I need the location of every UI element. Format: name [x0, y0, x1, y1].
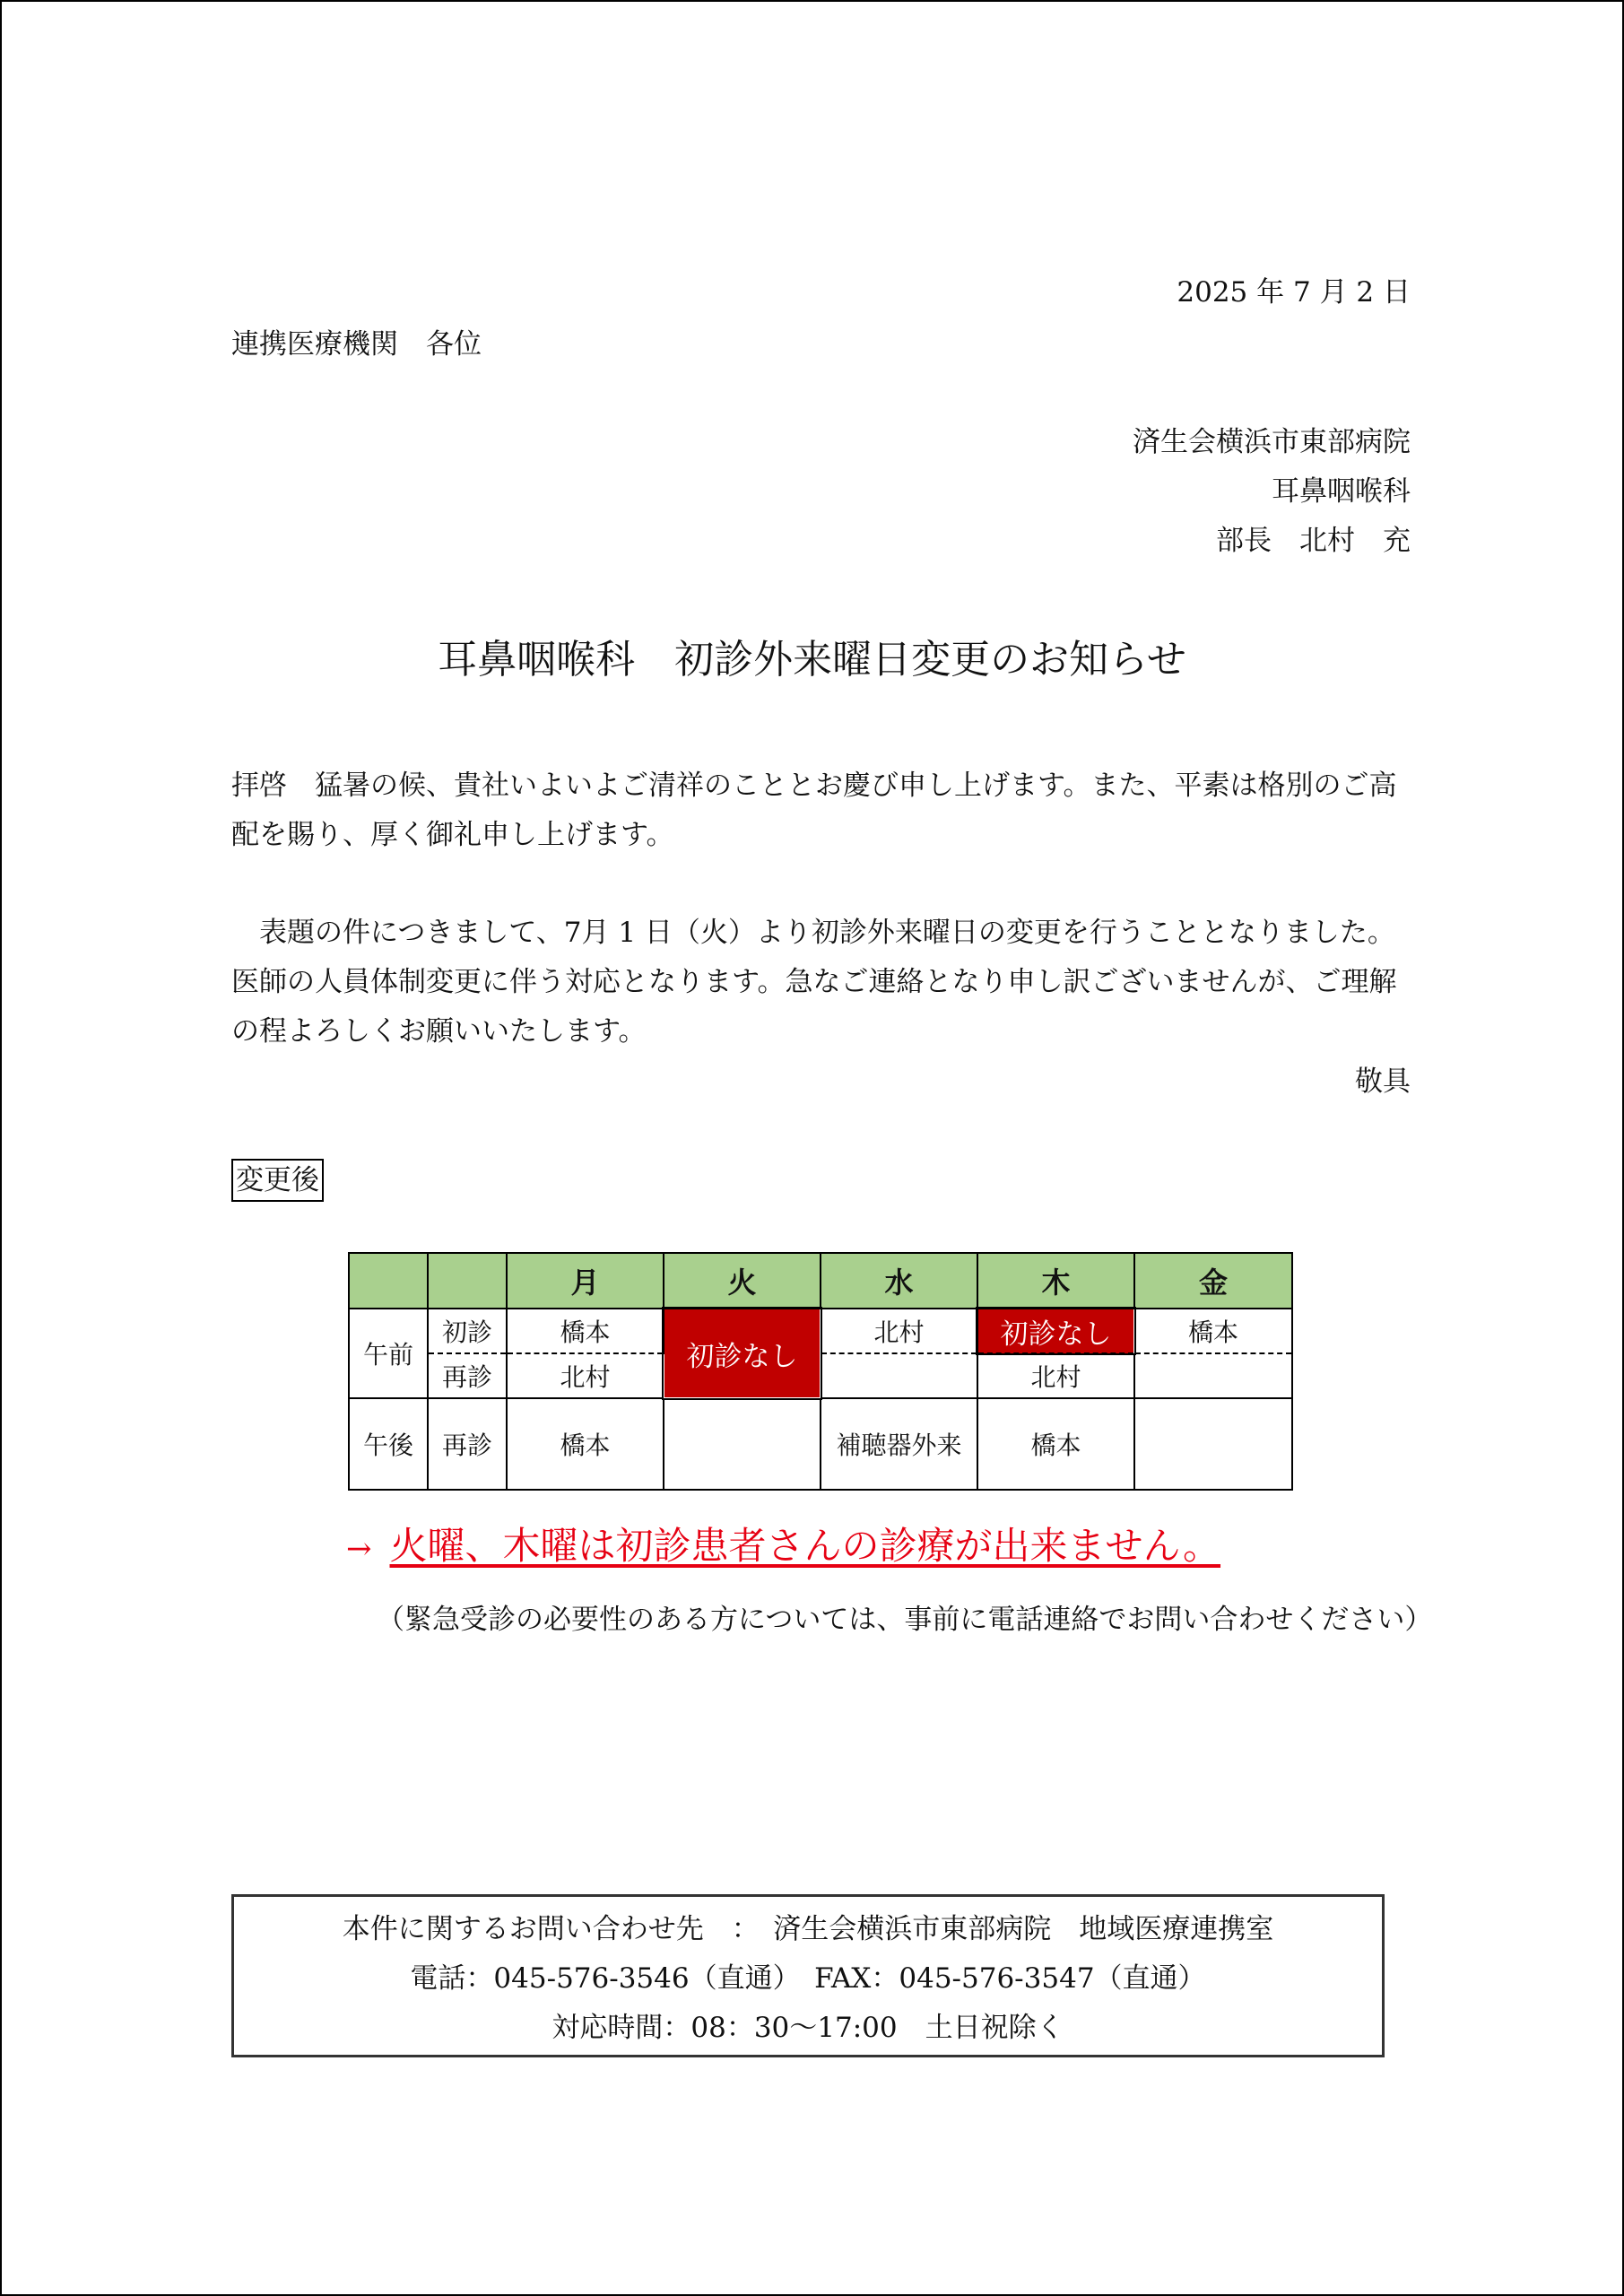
am-first-wed: 北村	[821, 1309, 977, 1353]
pm-revisit-fri	[1134, 1398, 1292, 1490]
after-change-label: 変更後	[231, 1159, 324, 1202]
body-paragraph: 表題の件につきまして、7月 1 日（火）より初診外来曜日の変更を行うこととなりました。医師の人員体制変更に伴う対応となります。急なご連絡となり申し訳ございませんが、ご理解の程よろしくお願いいたします。	[231, 917, 1397, 1048]
sender-hospital: 済生会横浜市東部病院	[1133, 426, 1411, 458]
am-label: 午前	[349, 1309, 428, 1398]
header-day-fri: 金	[1134, 1253, 1292, 1309]
am-revisit-thu: 北村	[977, 1353, 1134, 1398]
closing-text: 敬具	[1355, 1065, 1411, 1098]
contact-hours: 対応時間：08：30～17:00 土日祝除く	[551, 2012, 1064, 2044]
pm-revisit-tue	[664, 1398, 821, 1490]
greeting-paragraph: 拝啓 猛暑の候、貴社いよいよご清祥のこととお慶び申し上げます。また、平素は格別のご高配を賜り、厚く御礼申し上げます。	[231, 770, 1397, 851]
emergency-note: （緊急受診の必要性のある方については、事前に電話連絡でお問い合わせください）	[377, 1604, 1433, 1636]
warning-line	[346, 1521, 1220, 1574]
pm-revisit-label: 再診	[428, 1398, 507, 1490]
table-header-row	[349, 1253, 1292, 1309]
table-row	[349, 1353, 1292, 1398]
am-revisit-mon: 北村	[507, 1353, 664, 1398]
warning-message: 火曜、木曜は初診患者さんの診療が出来ません。	[389, 1524, 1221, 1568]
pm-label: 午後	[349, 1398, 428, 1490]
schedule-table	[348, 1252, 1293, 1491]
letter-recipient: 連携医療機関 各位	[231, 328, 482, 361]
header-day-thu: 木	[977, 1253, 1134, 1309]
am-revisit-wed	[821, 1353, 977, 1398]
letter-date: 2025 年 7 月 2 日	[1177, 276, 1411, 309]
tue-no-first-visit-badge: 初診なし	[664, 1309, 821, 1398]
pm-revisit-mon: 橋本	[507, 1398, 664, 1490]
revisit-label: 再診	[428, 1353, 507, 1398]
contact-phone-fax: 電話：045-576-3546（直通） FAX：045-576-3547（直通）	[410, 1962, 1206, 1995]
header-empty-cell	[428, 1253, 507, 1309]
first-visit-label: 初診	[428, 1309, 507, 1353]
pm-revisit-thu: 橋本	[977, 1398, 1134, 1490]
thu-no-first-visit-badge: 初診なし	[977, 1309, 1134, 1353]
header-day-tue: 火	[664, 1253, 821, 1309]
pm-revisit-wed: 補聴器外来	[821, 1398, 977, 1490]
sender-person: 部長 北村 充	[1216, 525, 1411, 557]
am-revisit-fri	[1134, 1353, 1292, 1398]
sender-department: 耳鼻咽喉科	[1272, 475, 1411, 508]
contact-heading: 本件に関するお問い合わせ先 ： 済生会横浜市東部病院 地域医療連携室	[342, 1913, 1274, 1945]
table-row	[349, 1309, 1292, 1353]
contact-box	[231, 1894, 1385, 2057]
notice-title: 耳鼻咽喉科 初診外来曜日変更のお知らせ	[438, 637, 1186, 683]
table-row	[349, 1398, 1292, 1490]
am-first-fri: 橋本	[1134, 1309, 1292, 1353]
arrow-right-icon: →	[346, 1531, 372, 1567]
am-first-mon: 橋本	[507, 1309, 664, 1353]
header-day-wed: 水	[821, 1253, 977, 1309]
header-empty-cell	[349, 1253, 428, 1309]
header-day-mon: 月	[507, 1253, 664, 1309]
